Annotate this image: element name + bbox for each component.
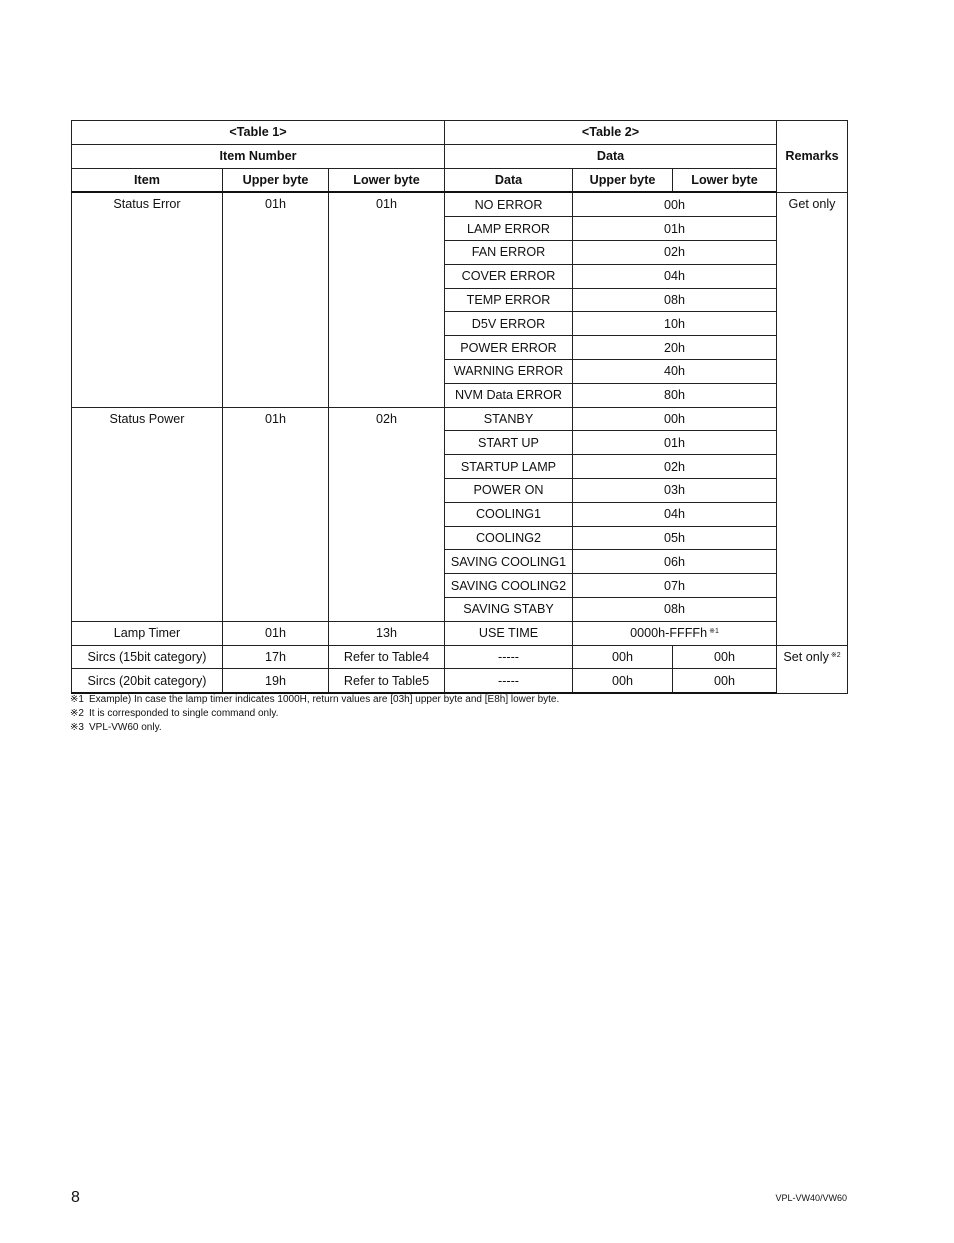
item-number-header: Item Number: [72, 144, 445, 168]
lower-byte-cell: Refer to Table4: [329, 645, 445, 669]
value-cell: 08h: [573, 597, 777, 621]
footnote-text: Example) In case the lamp timer indicates 1000H, return values are [03h] upper byte and [E8h] lower byte.: [89, 694, 560, 705]
data-cell: STARTUP LAMP: [445, 455, 573, 479]
value-cell: 04h: [573, 502, 777, 526]
footnote: [70, 721, 559, 735]
remarks-header: Remarks: [777, 121, 848, 193]
data-cell: -----: [445, 645, 573, 669]
value-cell: 20h: [573, 336, 777, 360]
data-lower-byte-column-header: Lower byte: [673, 168, 777, 192]
remarks-text: Set only: [783, 649, 829, 664]
data-cell: POWER ERROR: [445, 336, 573, 360]
data-cell: LAMP ERROR: [445, 217, 573, 241]
footnote: [70, 693, 559, 707]
remarks-set-only: [777, 645, 848, 693]
footnote: [70, 707, 559, 721]
table-row: [72, 621, 848, 645]
table-row: [72, 645, 848, 669]
data-cell: SAVING COOLING2: [445, 574, 573, 598]
data-cell: NVM Data ERROR: [445, 383, 573, 407]
lower-byte-cell: 02h: [329, 407, 445, 621]
data-cell: STANBY: [445, 407, 573, 431]
data-lower-byte-cell: 00h: [673, 669, 777, 693]
value-cell: [573, 621, 777, 645]
upper-byte-column-header: Upper byte: [223, 168, 329, 192]
data-upper-byte-cell: 00h: [573, 645, 673, 669]
upper-byte-cell: 19h: [223, 669, 329, 693]
value-cell: 08h: [573, 288, 777, 312]
table-row: [72, 192, 848, 216]
item-cell: Sircs (15bit category): [72, 645, 223, 669]
upper-byte-cell: 01h: [223, 621, 329, 645]
value-cell: 07h: [573, 574, 777, 598]
data-cell: USE TIME: [445, 621, 573, 645]
data-cell: POWER ON: [445, 478, 573, 502]
footnote-ref: ※2: [830, 651, 841, 659]
value-cell: 05h: [573, 526, 777, 550]
value-cell: 80h: [573, 383, 777, 407]
item-cell: Status Power: [72, 407, 223, 621]
data-cell: SAVING COOLING1: [445, 550, 573, 574]
footnote-mark: ※1: [70, 694, 84, 705]
data-cell: WARNING ERROR: [445, 359, 573, 383]
data-cell: TEMP ERROR: [445, 288, 573, 312]
data-cell: COVER ERROR: [445, 264, 573, 288]
value-text: 0000h-FFFFh: [630, 626, 708, 641]
data-header: Data: [445, 144, 777, 168]
data-cell: NO ERROR: [445, 192, 573, 216]
footnote-mark: ※2: [70, 708, 84, 719]
page-number: 8: [71, 1189, 80, 1206]
data-cell: -----: [445, 669, 573, 693]
remarks-get-only: Get only: [777, 192, 848, 645]
value-cell: 02h: [573, 455, 777, 479]
item-cell: Sircs (20bit category): [72, 669, 223, 693]
table-body: [72, 192, 848, 693]
data-cell: COOLING1: [445, 502, 573, 526]
item-cell: Status Error: [72, 192, 223, 407]
data-cell: D5V ERROR: [445, 312, 573, 336]
value-cell: 01h: [573, 431, 777, 455]
lower-byte-cell: 13h: [329, 621, 445, 645]
data-upper-byte-cell: 00h: [573, 669, 673, 693]
spec-table: [71, 120, 848, 694]
value-cell: 10h: [573, 312, 777, 336]
data-upper-byte-column-header: Upper byte: [573, 168, 673, 192]
data-cell: START UP: [445, 431, 573, 455]
data-lower-byte-cell: 00h: [673, 645, 777, 669]
upper-byte-cell: 01h: [223, 192, 329, 407]
footnotes: [70, 693, 559, 735]
upper-byte-cell: 17h: [223, 645, 329, 669]
table-row: [72, 407, 848, 431]
footnote-text: VPL-VW60 only.: [89, 722, 162, 733]
value-cell: 01h: [573, 217, 777, 241]
value-cell: 04h: [573, 264, 777, 288]
value-cell: 06h: [573, 550, 777, 574]
model-name: VPL-VW40/VW60: [775, 1193, 847, 1203]
data-cell: SAVING STABY: [445, 597, 573, 621]
lower-byte-column-header: Lower byte: [329, 168, 445, 192]
data-cell: FAN ERROR: [445, 240, 573, 264]
data-column-header: Data: [445, 168, 573, 192]
value-cell: 00h: [573, 407, 777, 431]
item-cell: Lamp Timer: [72, 621, 223, 645]
lower-byte-cell: Refer to Table5: [329, 669, 445, 693]
item-column-header: Item: [72, 168, 223, 192]
value-cell: 03h: [573, 478, 777, 502]
footnote-mark: ※3: [70, 722, 84, 733]
value-cell: 00h: [573, 192, 777, 216]
value-cell: 02h: [573, 240, 777, 264]
table2-header: <Table 2>: [445, 121, 777, 145]
table-row: [72, 669, 848, 693]
footnote-ref: ※1: [709, 628, 719, 636]
upper-byte-cell: 01h: [223, 407, 329, 621]
table1-header: <Table 1>: [72, 121, 445, 145]
lower-byte-cell: 01h: [329, 192, 445, 407]
footnote-text: It is corresponded to single command only.: [89, 708, 279, 719]
data-cell: COOLING2: [445, 526, 573, 550]
value-cell: 40h: [573, 359, 777, 383]
